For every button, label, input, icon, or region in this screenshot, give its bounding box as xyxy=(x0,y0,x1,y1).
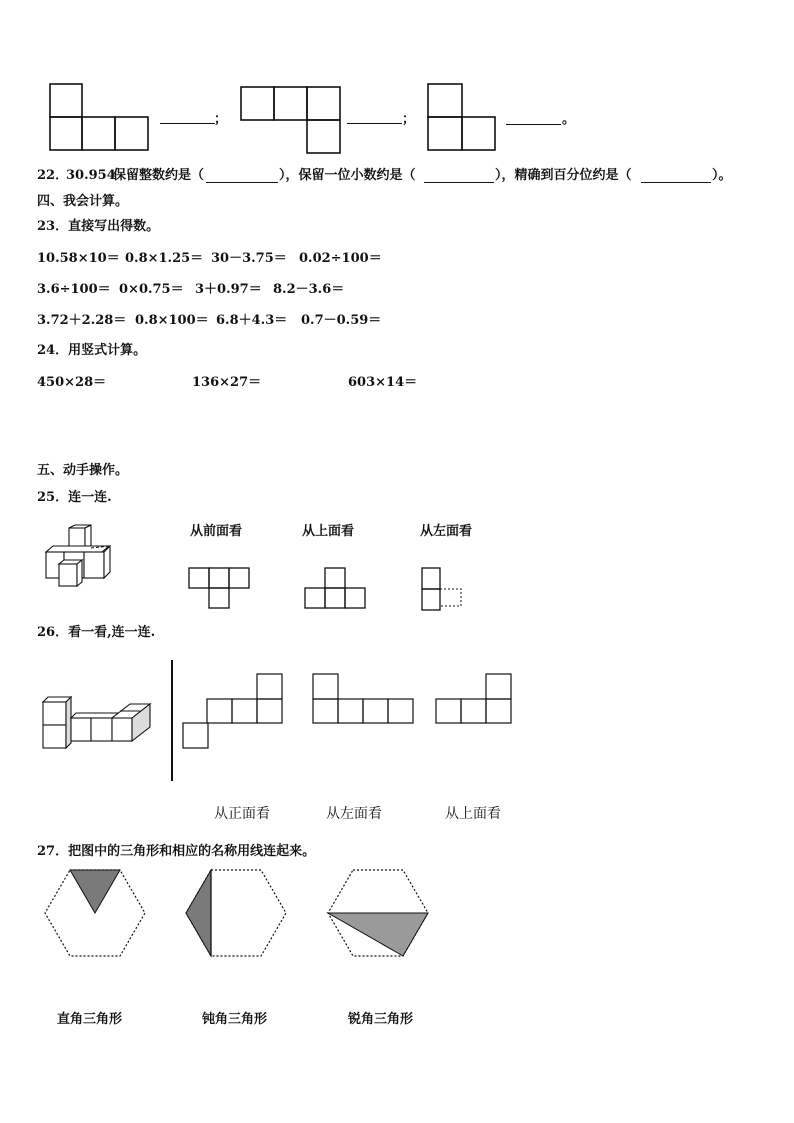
q27-title: 27．把图中的三角形和相应的名称用线连起来。 xyxy=(37,844,316,859)
q22-answer-blank-2[interactable] xyxy=(424,181,494,183)
q26-view-label-top: 从上面看 xyxy=(445,806,501,822)
q23-item: 0.7－0.59＝ xyxy=(301,313,382,328)
q23-item: 0×0.75＝ xyxy=(119,282,184,297)
q25-view-figure-1 xyxy=(187,566,253,610)
q23-title: 23．直接写出得数。 xyxy=(37,219,160,234)
q23-item: 0.8×100＝ xyxy=(135,313,209,328)
q24-item: 450×28＝ xyxy=(37,375,107,390)
q23-item: 6.8＋4.3＝ xyxy=(216,313,288,328)
q25-view-figure-2 xyxy=(303,566,369,610)
q21-answer-blank-2[interactable] xyxy=(347,122,402,124)
q27-name-label: 锐角三角形 xyxy=(348,1012,414,1027)
q22-answer-blank-1[interactable] xyxy=(206,181,278,183)
q26-divider-line xyxy=(171,660,173,781)
q26-cube-stack-figure xyxy=(40,694,156,752)
q26-view-label-front: 从正面看 xyxy=(214,806,270,822)
q21-figure-2 xyxy=(239,85,345,155)
q26-title: 26．看一看,连一连. xyxy=(37,625,156,640)
section-5-title: 五、动手操作。 xyxy=(37,463,129,478)
q27-name-label: 钝角三角形 xyxy=(202,1012,268,1027)
q23-item: 8.2－3.6＝ xyxy=(273,282,345,297)
q22-text-2: ），保留一位小数约是（ xyxy=(279,168,416,183)
q22-text-1: 保留整数约是（ xyxy=(113,168,205,183)
q26-view-label-left: 从左面看 xyxy=(326,806,382,822)
q24-title: 24．用竖式计算。 xyxy=(37,343,147,358)
q21-end-mark: 。 xyxy=(562,112,576,127)
q21-answer-blank-3[interactable] xyxy=(506,123,561,125)
q27-hexagon-figure-3 xyxy=(327,868,431,958)
q26-view-figure-1 xyxy=(182,672,286,750)
q23-item: 0.02÷100＝ xyxy=(299,251,382,266)
q22-answer-blank-3[interactable] xyxy=(641,181,711,183)
q27-name-label: 直角三角形 xyxy=(57,1012,123,1027)
q25-view-figure-3 xyxy=(420,566,466,612)
q23-item: 3.72＋2.28＝ xyxy=(37,313,127,328)
q21-answer-blank-1[interactable] xyxy=(160,122,215,124)
q21-separator-1: ； xyxy=(214,112,228,127)
q25-title: 25．连一连. xyxy=(37,490,112,505)
q23-item: 3＋0.97＝ xyxy=(195,282,262,297)
q23-item: 3.6÷100＝ xyxy=(37,282,111,297)
q21-separator-2: ； xyxy=(402,112,416,127)
q21-figure-3 xyxy=(426,82,498,152)
q24-item: 603×14＝ xyxy=(348,375,418,390)
q25-view-label-front: 从前面看 xyxy=(190,524,243,539)
q26-view-figure-3 xyxy=(435,672,515,726)
q25-view-label-top: 从上面看 xyxy=(302,524,355,539)
q23-item: 0.8×1.25＝ xyxy=(125,251,204,266)
q24-item: 136×27＝ xyxy=(192,375,262,390)
q23-item: 30－3.75＝ xyxy=(211,251,287,266)
q25-view-label-left: 从左面看 xyxy=(420,524,473,539)
q23-item: 10.58×10＝ xyxy=(37,251,120,266)
q22-text-4: ）。 xyxy=(712,168,732,183)
q26-view-figure-2 xyxy=(312,672,416,726)
q22-number: 22． xyxy=(37,168,69,183)
section-4-title: 四、我会计算。 xyxy=(37,194,129,209)
q22-text-3: ），精确到百分位约是（ xyxy=(495,168,632,183)
q27-hexagon-figure-1 xyxy=(44,868,148,958)
q27-hexagon-figure-2 xyxy=(185,868,289,958)
q25-cube-stack-figure xyxy=(42,524,126,590)
q22-value: 30.954 xyxy=(66,168,116,183)
q21-figure-1 xyxy=(48,82,152,152)
